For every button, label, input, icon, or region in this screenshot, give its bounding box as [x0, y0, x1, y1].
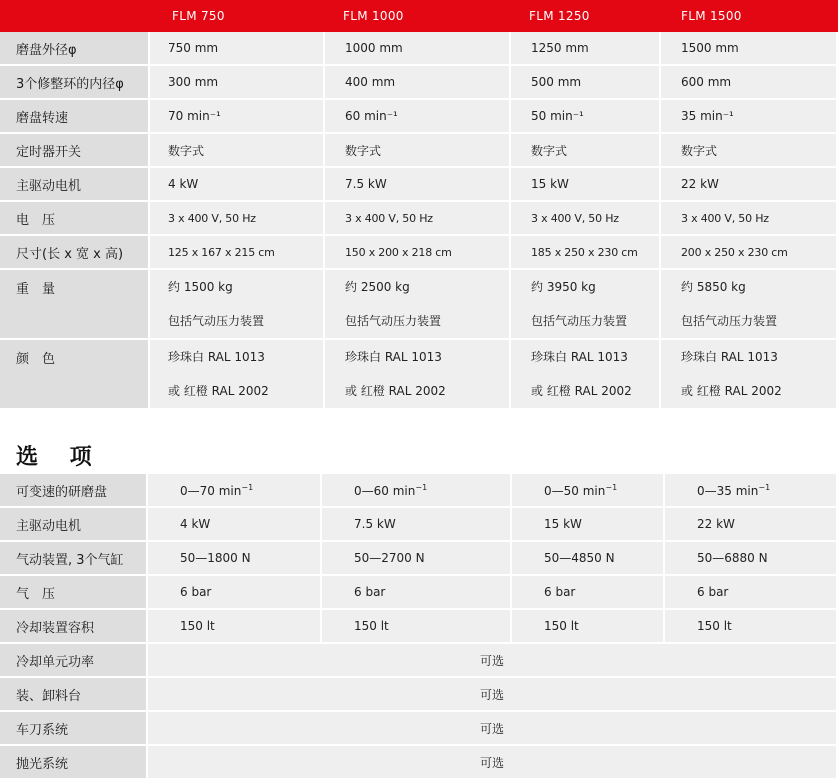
cell-line: 约 1500 kg — [168, 280, 233, 294]
cell: 4 kW — [150, 168, 325, 202]
row-label: 主驱动电机 — [0, 508, 148, 542]
row-label: 冷却装置容积 — [0, 610, 148, 644]
cell-line: 珍珠白 RAL 1013 — [531, 350, 628, 364]
cell: 200 x 250 x 230 cm — [661, 236, 838, 270]
row-label: 电 压 — [0, 202, 150, 236]
cell-value: 0—60 min — [354, 483, 416, 498]
cell: 6 bar — [512, 576, 665, 610]
table-row — [0, 712, 838, 746]
cell — [511, 270, 661, 340]
table-row — [0, 340, 838, 410]
row-label: 车刀系统 — [0, 712, 148, 746]
cell — [150, 270, 325, 340]
table-row — [0, 202, 838, 236]
cell: 300 mm — [150, 66, 325, 100]
cell-line: 约 2500 kg — [345, 280, 410, 294]
table-row — [0, 610, 838, 644]
cell-line: 珍珠白 RAL 1013 — [345, 350, 442, 364]
cell: 22 kW — [661, 168, 838, 202]
cell — [325, 340, 511, 410]
cell: 50—2700 N — [322, 542, 512, 576]
row-label: 颜 色 — [0, 340, 150, 410]
cell-note: 或 红橙 RAL 2002 — [681, 384, 782, 398]
cell-line: 珍珠白 RAL 1013 — [681, 350, 778, 364]
header-corner — [0, 0, 150, 32]
model-header: FLM 1500 — [661, 0, 838, 32]
superscript: −1 — [605, 482, 618, 492]
cell-value: 0—50 min — [544, 483, 606, 498]
row-label: 抛光系统 — [0, 746, 148, 780]
row-label: 磨盘外径φ — [0, 32, 150, 66]
cell: 可选 — [148, 712, 838, 746]
cell: 600 mm — [661, 66, 838, 100]
cell-value: 0—35 min — [697, 483, 759, 498]
cell-note: 或 红橙 RAL 2002 — [531, 384, 632, 398]
table-row — [0, 542, 838, 576]
table-row — [0, 168, 838, 202]
cell-note: 或 红橙 RAL 2002 — [168, 384, 269, 398]
row-label: 主驱动电机 — [0, 168, 150, 202]
cell — [661, 340, 838, 410]
cell: 数字式 — [661, 134, 838, 168]
cell — [661, 270, 838, 340]
table-row — [0, 746, 838, 780]
cell — [150, 340, 325, 410]
cell: 150 lt — [665, 610, 838, 644]
cell: 可选 — [148, 644, 838, 678]
table-row — [0, 644, 838, 678]
cell: 数字式 — [325, 134, 511, 168]
model-header: FLM 1250 — [511, 0, 661, 32]
cell-line: 约 5850 kg — [681, 280, 746, 294]
row-label: 可变速的研磨盘 — [0, 474, 148, 508]
cell: 数字式 — [150, 134, 325, 168]
cell: 1000 mm — [325, 32, 511, 66]
cell: 6 bar — [148, 576, 322, 610]
cell: 15 kW — [512, 508, 665, 542]
table-row — [0, 100, 838, 134]
cell: 35 min⁻¹ — [661, 100, 838, 134]
cell-note: 包括气动压力装置 — [168, 314, 265, 328]
row-label: 冷却单元功率 — [0, 644, 148, 678]
superscript: −1 — [415, 482, 428, 492]
table-row — [0, 678, 838, 712]
cell: 125 x 167 x 215 cm — [150, 236, 325, 270]
options-heading: 选 项 — [16, 445, 104, 470]
row-label: 3个修整环的内径φ — [0, 66, 150, 100]
table-row — [0, 576, 838, 610]
cell — [511, 340, 661, 410]
cell: 6 bar — [665, 576, 838, 610]
model-header: FLM 750 — [150, 0, 325, 32]
table-row — [0, 32, 838, 66]
row-label: 尺寸(长 x 宽 x 高) — [0, 236, 150, 270]
cell: 750 mm — [150, 32, 325, 66]
cell: 7.5 kW — [322, 508, 512, 542]
row-label: 重 量 — [0, 270, 150, 340]
cell: 150 lt — [148, 610, 322, 644]
cell: 400 mm — [325, 66, 511, 100]
options-table — [0, 474, 838, 780]
cell: 22 kW — [665, 508, 838, 542]
cell-note: 包括气动压力装置 — [345, 314, 442, 328]
cell: 3 x 400 V, 50 Hz — [325, 202, 511, 236]
cell: 7.5 kW — [325, 168, 511, 202]
cell: 150 lt — [512, 610, 665, 644]
table-row — [0, 474, 838, 508]
model-header-row — [0, 0, 838, 32]
cell-note: 包括气动压力装置 — [681, 314, 778, 328]
cell: 数字式 — [511, 134, 661, 168]
cell — [148, 474, 322, 508]
cell: 15 kW — [511, 168, 661, 202]
cell: 1500 mm — [661, 32, 838, 66]
cell: 3 x 400 V, 50 Hz — [150, 202, 325, 236]
row-label: 定时器开关 — [0, 134, 150, 168]
cell: 50—6880 N — [665, 542, 838, 576]
cell: 150 x 200 x 218 cm — [325, 236, 511, 270]
cell-value: 0—70 min — [180, 483, 242, 498]
cell: 185 x 250 x 230 cm — [511, 236, 661, 270]
cell: 可选 — [148, 746, 838, 780]
model-header: FLM 1000 — [325, 0, 511, 32]
cell: 50—1800 N — [148, 542, 322, 576]
cell: 3 x 400 V, 50 Hz — [511, 202, 661, 236]
cell — [322, 474, 512, 508]
superscript: −1 — [241, 482, 254, 492]
cell: 1250 mm — [511, 32, 661, 66]
cell-note: 包括气动压力装置 — [531, 314, 628, 328]
cell-line: 约 3950 kg — [531, 280, 596, 294]
cell: 150 lt — [322, 610, 512, 644]
cell: 50—4850 N — [512, 542, 665, 576]
cell — [665, 474, 838, 508]
cell: 6 bar — [322, 576, 512, 610]
cell: 60 min⁻¹ — [325, 100, 511, 134]
table-row — [0, 236, 838, 270]
cell: 500 mm — [511, 66, 661, 100]
cell — [325, 270, 511, 340]
cell — [512, 474, 665, 508]
table-row — [0, 508, 838, 542]
row-label: 气 压 — [0, 576, 148, 610]
cell: 3 x 400 V, 50 Hz — [661, 202, 838, 236]
row-label: 装、卸料台 — [0, 678, 148, 712]
table-row — [0, 134, 838, 168]
cell: 70 min⁻¹ — [150, 100, 325, 134]
table-row — [0, 66, 838, 100]
row-label: 磨盘转速 — [0, 100, 150, 134]
table-row — [0, 270, 838, 340]
cell: 50 min⁻¹ — [511, 100, 661, 134]
cell-line: 珍珠白 RAL 1013 — [168, 350, 265, 364]
cell: 可选 — [148, 678, 838, 712]
cell: 4 kW — [148, 508, 322, 542]
superscript: −1 — [758, 482, 771, 492]
row-label: 气动装置, 3个气缸 — [0, 542, 148, 576]
cell-note: 或 红橙 RAL 2002 — [345, 384, 446, 398]
